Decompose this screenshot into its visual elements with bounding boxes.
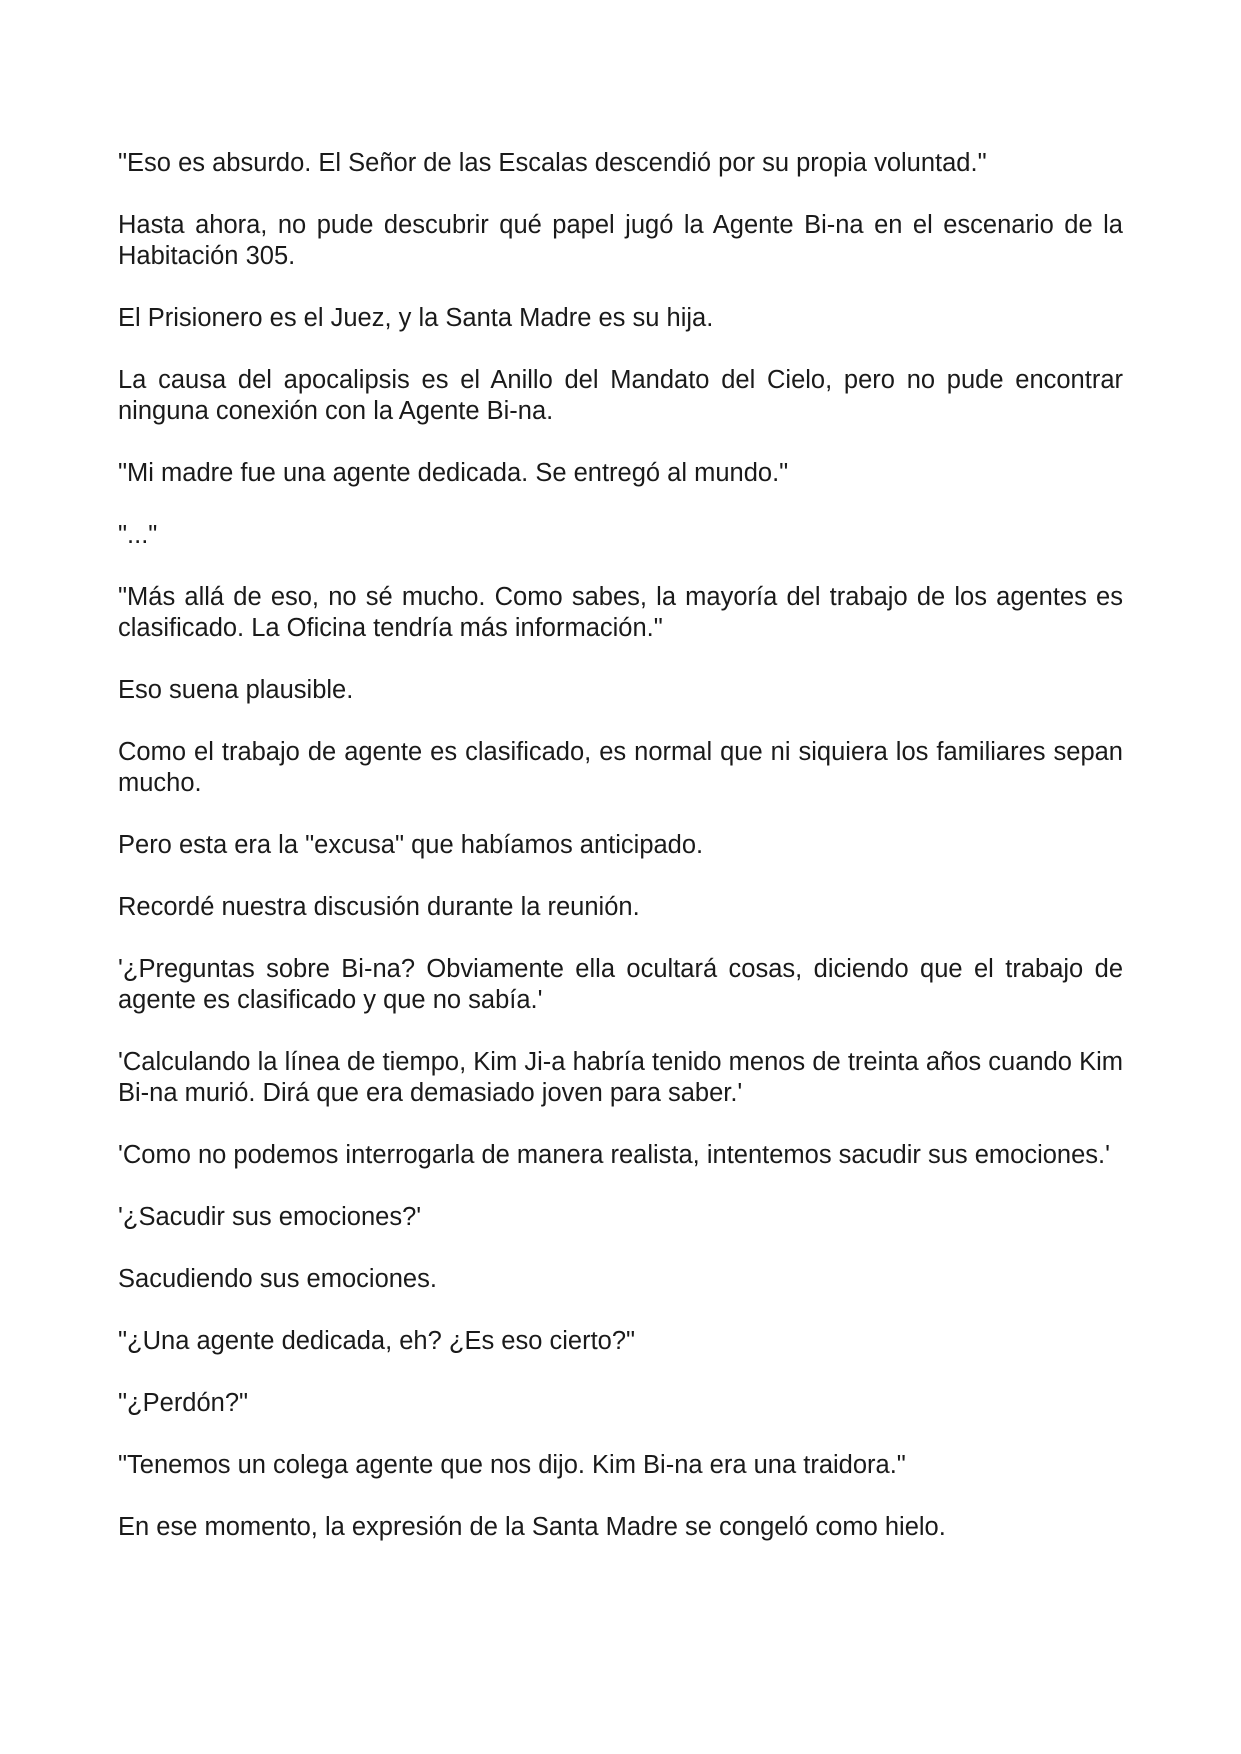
- paragraph: '¿Sacudir sus emociones?': [118, 1203, 422, 1231]
- paragraph: "¿Perdón?": [118, 1389, 249, 1417]
- paragraph: 'Como no podemos interrogarla de manera realista, intentemos sacudir sus emociones.': [118, 1141, 1110, 1169]
- paragraph: El Prisionero es el Juez, y la Santa Madre es su hija.: [118, 304, 714, 332]
- paragraph: 'Calculando la línea de tiempo, Kim Ji-a habría tenido menos de treinta años cuando Kim Bi-na murió. Dirá que era demasiado joven para saber.': [118, 1048, 1123, 1107]
- paragraph: "Tenemos un colega agente que nos dijo. Kim Bi-na era una traidora.": [118, 1451, 906, 1479]
- paragraph: "Eso es absurdo. El Señor de las Escalas descendió por su propia voluntad.": [118, 149, 987, 177]
- paragraph: Recordé nuestra discusión durante la reunión.: [118, 893, 640, 921]
- paragraph: En ese momento, la expresión de la Santa Madre se congeló como hielo.: [118, 1513, 946, 1541]
- paragraph: Pero esta era la "excusa" que habíamos anticipado.: [118, 831, 704, 859]
- paragraph: "Mi madre fue una agente dedicada. Se entregó al mundo.": [118, 459, 789, 487]
- paragraph: "Más allá de eso, no sé mucho. Como sabes, la mayoría del trabajo de los agentes es clasificado. La Oficina tendría más información.": [118, 583, 1123, 642]
- paragraph: "¿Una agente dedicada, eh? ¿Es eso cierto?": [118, 1327, 636, 1355]
- paragraph: Sacudiendo sus emociones.: [118, 1265, 437, 1293]
- paragraph: Como el trabajo de agente es clasificado, es normal que ni siquiera los familiares sepan mucho.: [118, 738, 1123, 797]
- paragraph: Hasta ahora, no pude descubrir qué papel jugó la Agente Bi-na en el escenario de la Habitación 305.: [118, 211, 1123, 270]
- paragraph: La causa del apocalipsis es el Anillo del Mandato del Cielo, pero no pude encontrar ninguna conexión con la Agente Bi-na.: [118, 366, 1123, 425]
- document-body: [118, 148, 1123, 1574]
- paragraph: '¿Preguntas sobre Bi-na? Obviamente ella ocultará cosas, diciendo que el trabajo de agente es clasificado y que no sabía.': [118, 955, 1123, 1014]
- paragraph: "...": [118, 521, 158, 549]
- paragraph: Eso suena plausible.: [118, 676, 354, 704]
